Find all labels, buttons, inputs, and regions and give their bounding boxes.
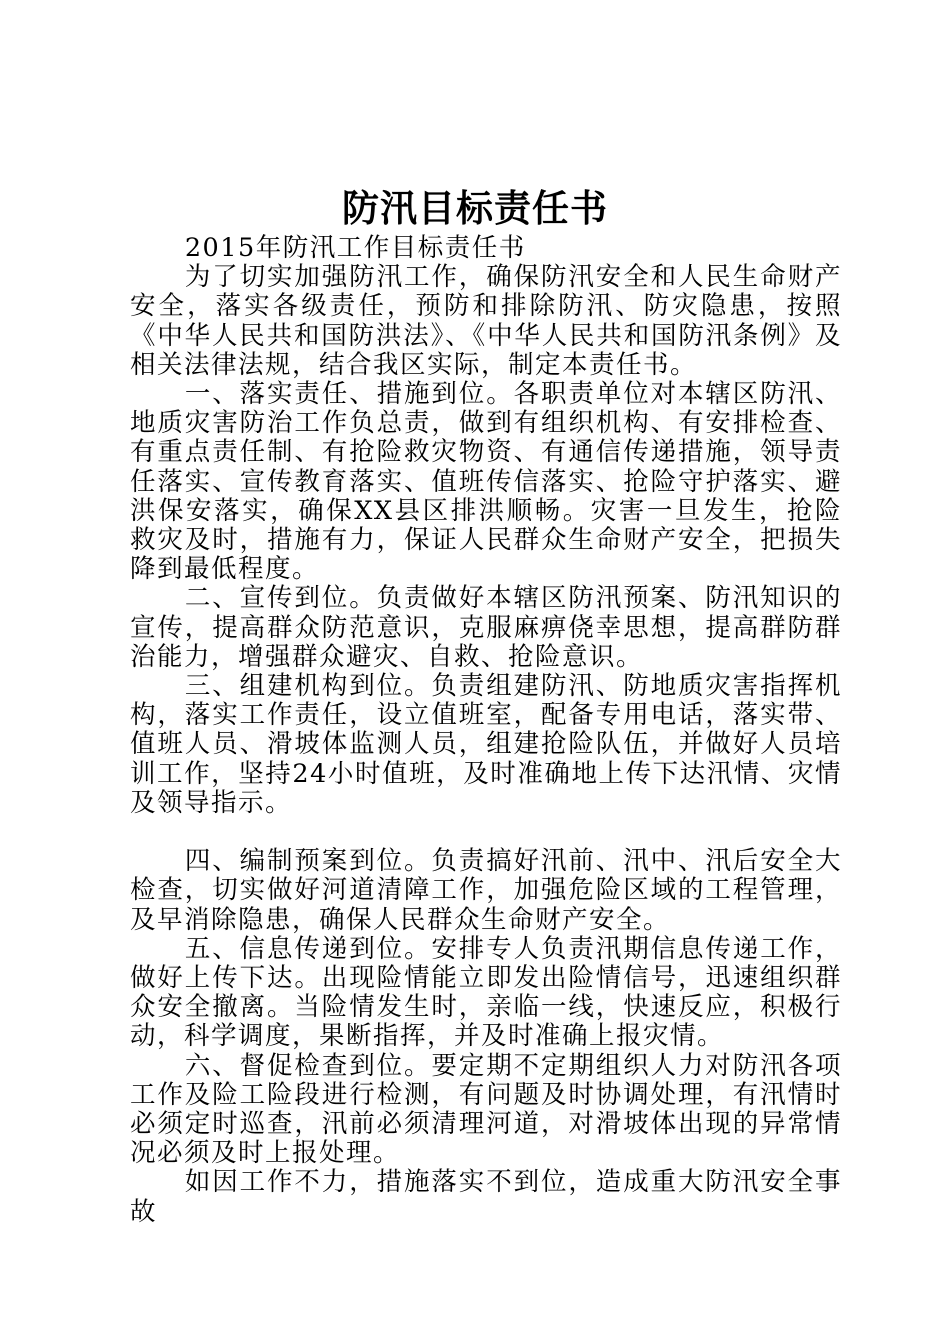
document-title: 防汛目标责任书	[342, 186, 608, 230]
paragraph-item-5: 五、信息传递到位。安排专人负责汛期信息传递工作，做好上传下达。出现险情能立即发出险情信号，迅速组织群众安全撤离。当险情发生时，亲临一线，快速反应，积极行动，科学调度，果断指挥，并及时准确上报灾情。	[130, 933, 842, 1052]
paragraph-subtitle: 2015年防汛工作目标责任书	[184, 233, 526, 263]
paragraph-item-4: 四、编制预案到位。负责搞好汛前、汛中、汛后安全大检查，切实做好河道清障工作，加强危险区域的工程管理，及早消除隐患，确保人民群众生命财产安全。	[130, 846, 842, 935]
paragraph-item-1: 一、落实责任、措施到位。各职责单位对本辖区防汛、地质灾害防治工作负总责，做到有组织机构、有安排检查、有重点责任制、有抢险救灾物资、有通信传递措施，领导责任落实、宣传教育落实、值班传信落实、抢险守护落实、避洪保安落实，确保XX县区排洪顺畅。灾害一旦发生，抢险救灾及时，措施有力，保证人民群众生命财产安全，把损失降到最低程度。	[130, 379, 842, 585]
paragraph-closing: 如因工作不力，措施落实不到位，造成重大防汛安全事故	[130, 1167, 842, 1227]
paragraph-item-3: 三、组建机构到位。负责组建防汛、防地质灾害指挥机构，落实工作责任，设立值班室，配备专用电话，落实带、值班人员、滑坡体监测人员，组建抢险队伍，并做好人员培训工作，坚持24小时值班，及时准确地上传下达汛情、灾情及领导指示。	[130, 671, 842, 818]
document-body	[130, 234, 842, 1227]
paragraph-intro: 为了切实加强防汛工作，确保防汛安全和人民生命财产安全，落实各级责任，预防和排除防汛、防灾隐患，按照《中华人民共和国防洪法》、《中华人民共和国防汛条例》及相关法律法规，结合我区实际，制定本责任书。	[130, 262, 842, 380]
paragraph-item-6: 六、督促检查到位。要定期不定期组织人力对防汛各项工作及险工险段进行检测，有问题及时协调处理，有汛情时必须定时巡查，汛前必须清理河道，对滑坡体出现的异常情况必须及时上报处理。	[130, 1050, 842, 1169]
paragraph-item-2: 二、宣传到位。负责做好本辖区防汛预案、防汛知识的宣传，提高群众防范意识，克服麻痹侥幸思想，提高群防群治能力，增强群众避灾、自救、抢险意识。	[130, 583, 842, 672]
